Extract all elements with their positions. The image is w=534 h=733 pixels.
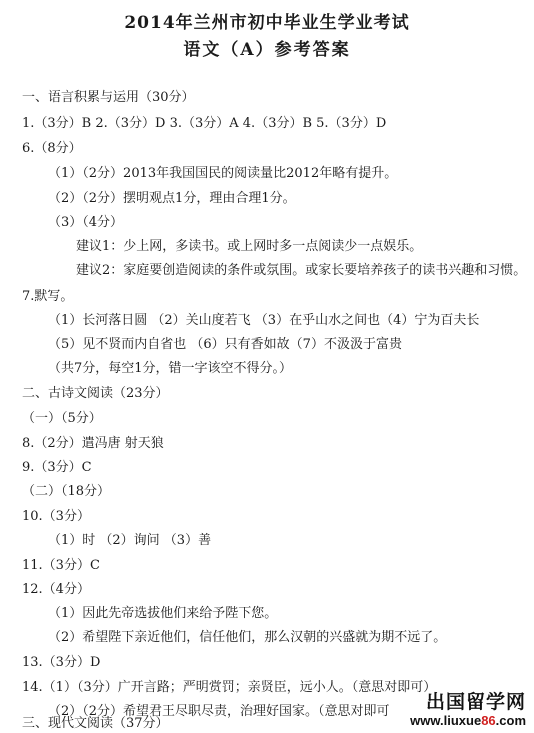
watermark-logo [410,693,526,727]
answer-line-q7-a: （1）长河落日圆 （2）关山度若飞 （3）在乎山水之间也（4）宁为百夫长 [48,313,480,328]
answer-line-q10: 10.（3分） [22,509,90,524]
watermark-url [410,714,526,727]
answer-line-q12: 12.（4分） [22,582,90,597]
answer-line-q6-2: （2）（2分）摆明观点1分，理由合理1分。 [48,191,296,206]
section-heading-2: 二、古诗文阅读（23分） [22,386,169,401]
answer-line-q11: 11.（3分）C [22,558,100,573]
answer-line-suggestion-2: 建议2：家庭要创造阅读的条件或氛围。或家长要培养孩子的读书兴趣和习惯。 [76,263,527,278]
answer-line-q14-2: （2）（2分）希望君王尽职尽责，治理好国家。（意思对即可 [48,704,390,719]
watermark-url-suffix: .com [495,713,526,728]
answer-line-q6: 6.（8分） [22,141,82,156]
watermark-brand: 出国留学网 [425,691,526,713]
answer-line-q12-1: （1）因此先帝选拔他们来给予陛下您。 [48,606,278,621]
answer-line-q12-2: （2）希望陛下亲近他们，信任他们，那么汉朝的兴盛就为期不远了。 [48,630,447,645]
answer-line-q7-note: （共7分，每空1分，错一字该空不得分。） [48,361,293,376]
section-heading-3: 三、现代文阅读（37分） [22,716,169,731]
document-subtitle: 语文（A）参考答案 [183,40,351,60]
answer-line-q9: 9.（3分）C [22,460,92,475]
answer-line-q6-3: （3）（4分） [48,215,124,230]
answer-line-q7-b: （5）见不贤而内自省也 （6）只有香如故（7）不汲汲于富贵 [48,337,402,352]
answer-line-q10-items: （1）时 （2）询问 （3）善 [48,533,212,548]
answer-line-q14-1: 14.（1）（3分）广开言路；严明赏罚；亲贤臣，远小人。（意思对即可） [22,680,437,695]
section-heading-1: 一、语言积累与运用（30分） [22,90,195,105]
answer-line-q13: 13.（3分）D [22,655,101,670]
subsection-heading-1: （一）（5分） [22,411,102,426]
subsection-heading-2: （二）（18分） [22,484,111,499]
answer-line-q6-1: （1）（2分）2013年我国国民的阅读量比2012年略有提升。 [48,166,398,181]
watermark-url-prefix: www.liuxue [410,713,482,728]
document-title: 2014年兰州市初中毕业生学业考试 [124,13,410,33]
answer-line-q1-5: 1.（3分）B 2.（3分）D 3.（3分）A 4.（3分）B 5.（3分）D [22,116,387,131]
answer-line-q7: 7.默写。 [22,289,74,304]
watermark-url-highlight: 86 [481,713,496,728]
answer-line-suggestion-1: 建议1：少上网，多读书。或上网时多一点阅读少一点娱乐。 [76,239,423,254]
answer-line-q8: 8.（2分）遣冯唐 射天狼 [22,436,164,451]
